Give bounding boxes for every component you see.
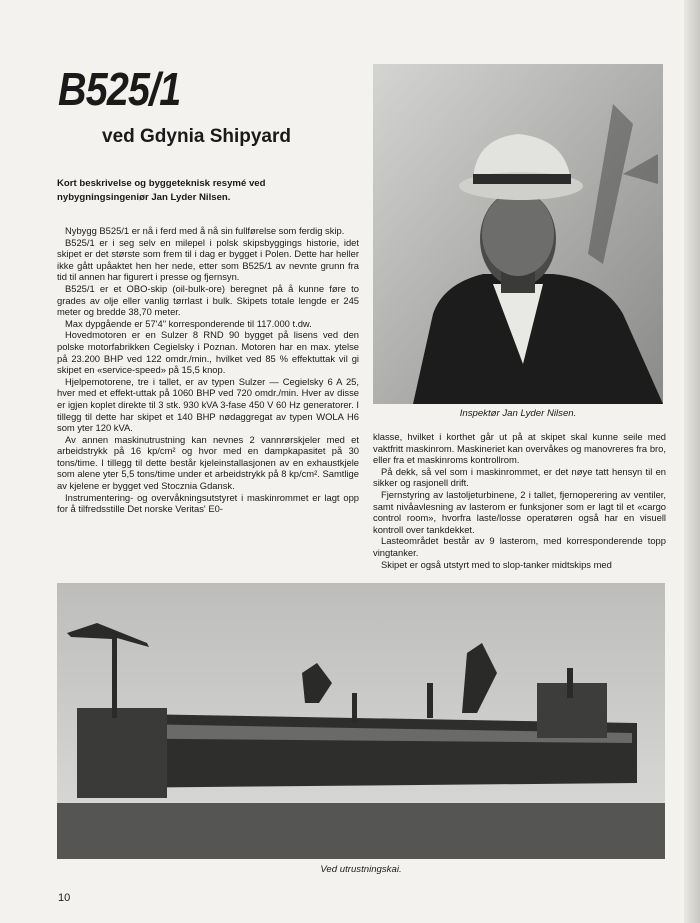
- body-column-right: [373, 431, 666, 570]
- paragraph: Hovedmotoren er en Sulzer 8 RND 90 bygget på lisens ved den polske motorfabrikken Cegielsky i Poznan. Motoren har en max. ytelse på 23.200 BHP ved 122 omdr./min., hvilket ved 85 % effektuttak vil gi skipet en «service-speed» på 15,5 knop.: [57, 329, 359, 376]
- article-title: B525/1: [58, 63, 181, 115]
- paragraph: Instrumentering- og overvåkningsutstyret i maskinrommet er lagt opp for å tilfredsstille Det norske Veritas' E0-: [57, 491, 359, 515]
- paragraph: klasse, hvilket i korthet går ut på at skipet skal kunne seile med vaktfritt maskinrom. Maskineriet kan overvåkes og manovreres fra bro, eller fra et maskinroms kontrollrom.: [373, 431, 666, 466]
- paragraph: På dekk, så vel som i maskinrommet, er det nøye tatt hensyn til en sikker og rasjonell drift.: [373, 465, 666, 489]
- paragraph: Av annen maskinutrustning kan nevnes 2 vannrørskjeler med et arbeidstrykk på 16 kp/cm² og hvor med en dampkapasitet på 30 tons/time. I tillegg til dette består kjeleinstallasjonen av en exhaustkjele som alene yter 5,5 tons/time under et arbeidstrykk på 8 kp/cm². Samtlige av kjelene er bygget ved Stocznia Gdansk.: [57, 433, 359, 492]
- paragraph: Skipet er også utstyrt med to slop-tanker midtskips med: [381, 558, 612, 570]
- page-edge: [684, 0, 700, 923]
- article-intro: Kort beskrivelse og byggeteknisk resymé ved nybygningsingeniør Jan Lyder Nilsen.: [57, 178, 266, 203]
- paragraph: B525/1 er i seg selv en milepel i polsk skipsbyggings historie, idet skipet er det største som frem til i dag er bygget i Polen. Dette har heller ikke gått upåaktet hen her nede, etter som B525/1 av nevnte grunn fra tid til annen har figurert i presse og fjernsyn.: [57, 236, 359, 283]
- article-subtitle: ved Gdynia Shipyard: [102, 126, 291, 147]
- portrait-caption: Inspektør Jan Lyder Nilsen.: [459, 408, 577, 419]
- paragraph: Hjelpemotorene, tre i tallet, er av typen Sulzer — Cegielsky 6 A 25, hver med et effekt-uttak på 1060 BHP ved 720 omdr./min. Hver av disse er igjen koplet direkte til 3 stk. 930 kVA 3-fase 450 V 60 Hz generatorer. I tillegg til dette har skipet et 140 BHP nødaggregat av typen WOLA H6 som yter 120 kVA.: [57, 375, 359, 434]
- portrait-photo: [373, 64, 663, 404]
- paragraph: Lasteområdet består av 9 lasterom, med korresponderende topp vingtanker.: [373, 535, 666, 558]
- page-number: 10: [58, 892, 71, 904]
- paragraph: Fjernstyring av lastoljeturbinene, 2 i tallet, fjernoperering av ventiler, samt nivåavlesning av lasterom er funksjoner som er lagt til et «cargo control room», hvorfra laste/losse operatøren også har en visuell kontroll over tankdekket.: [373, 488, 666, 535]
- paragraph: Max dypgående er 57'4" korresponderende til 117.000 t.dw.: [65, 317, 312, 329]
- paragraph: Nybygg B525/1 er nå i ferd med å nå sin fullførelse som ferdig skip.: [65, 225, 345, 236]
- paragraph: B525/1 er et OBO-skip (oil-bulk-ore) beregnet på å kunne føre to grades av olje eller vanlig tørrlast i bulk. Skipets totale lengde er 245 meter og bredde 38,70 meter.: [57, 282, 359, 318]
- ship-photo: [57, 583, 665, 859]
- body-column-left: [57, 225, 359, 515]
- ship-caption: Ved utrustningskai.: [320, 864, 402, 875]
